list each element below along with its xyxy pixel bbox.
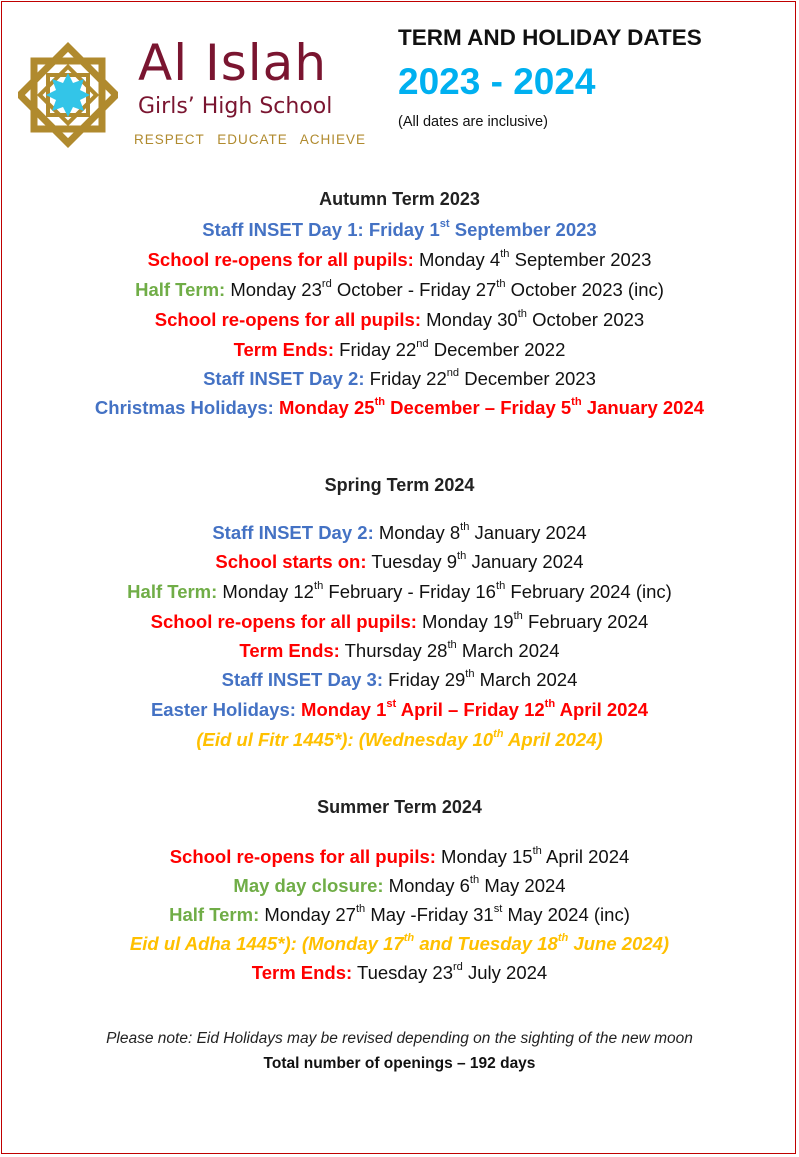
christmas-holidays: Christmas Holidays: Monday 25th December – Friday 5th January 2024 bbox=[94, 395, 705, 418]
inclusive-note: (All dates are inclusive) bbox=[398, 114, 548, 130]
spring-reopen: School re-opens for all pupils: Monday 19th February 2024 bbox=[150, 609, 649, 632]
autumn-heading: Autumn Term 2023 bbox=[319, 189, 480, 209]
summer-term-ends: Term Ends: Tuesday 23rd July 2024 bbox=[251, 960, 548, 983]
autumn-reopen-1: School re-opens for all pupils: Monday 4th September 2023 bbox=[147, 247, 652, 270]
spring-school-starts: School starts on: Tuesday 9th January 2024 bbox=[215, 549, 584, 572]
spring-inset-day: Staff INSET Day 2: Monday 8th January 2024 bbox=[212, 520, 587, 543]
academic-year: 2023 - 2024 bbox=[398, 61, 596, 102]
eid-ul-adha: Eid ul Adha 1445*): (Monday 17th and Tuesday 18th June 2024) bbox=[129, 931, 670, 954]
summer-reopen: School re-opens for all pupils: Monday 15th April 2024 bbox=[169, 844, 630, 867]
logo-school-name: Al Islah bbox=[138, 34, 328, 92]
autumn-inset-day-1: Staff INSET Day 1: Friday 1st September 2023 bbox=[202, 217, 597, 240]
logo-tagline: RESPECT EDUCATE ACHIEVE bbox=[134, 132, 367, 147]
autumn-half-term: Half Term: Monday 23rd October - Friday 27th October 2023 (inc) bbox=[135, 277, 664, 300]
spring-inset-day-3: Staff INSET Day 3: Friday 29th March 2024 bbox=[221, 667, 578, 690]
page-title: TERM AND HOLIDAY DATES bbox=[398, 25, 702, 50]
logo-school-subtitle: Girls’ High School bbox=[138, 94, 333, 119]
autumn-inset-day-2: Staff INSET Day 2: Friday 22nd December 2023 bbox=[203, 366, 596, 389]
easter-holidays: Easter Holidays: Monday 1st April – Friday 12th April 2024 bbox=[150, 697, 649, 720]
eid-ul-fitr: (Eid ul Fitr 1445*): (Wednesday 10th April 2024) bbox=[196, 727, 603, 750]
school-logo bbox=[18, 34, 367, 152]
summer-heading: Summer Term 2024 bbox=[317, 797, 482, 817]
spring-half-term: Half Term: Monday 12th February - Friday 16th February 2024 (inc) bbox=[127, 579, 672, 602]
star-emblem-icon bbox=[18, 40, 118, 150]
autumn-reopen-2: School re-opens for all pupils: Monday 30th October 2023 bbox=[154, 307, 645, 330]
eid-moon-note: Please note: Eid Holidays may be revised depending on the sighting of the new moon bbox=[106, 1030, 693, 1047]
summer-half-term: Half Term: Monday 27th May -Friday 31st May 2024 (inc) bbox=[169, 902, 630, 925]
spring-term-ends: Term Ends: Thursday 28th March 2024 bbox=[239, 638, 560, 661]
spring-heading: Spring Term 2024 bbox=[324, 475, 475, 495]
may-day-closure: May day closure: Monday 6th May 2024 bbox=[233, 873, 566, 896]
total-openings: Total number of openings – 192 days bbox=[263, 1055, 536, 1072]
autumn-term-ends: Term Ends: Friday 22nd December 2022 bbox=[233, 337, 566, 360]
